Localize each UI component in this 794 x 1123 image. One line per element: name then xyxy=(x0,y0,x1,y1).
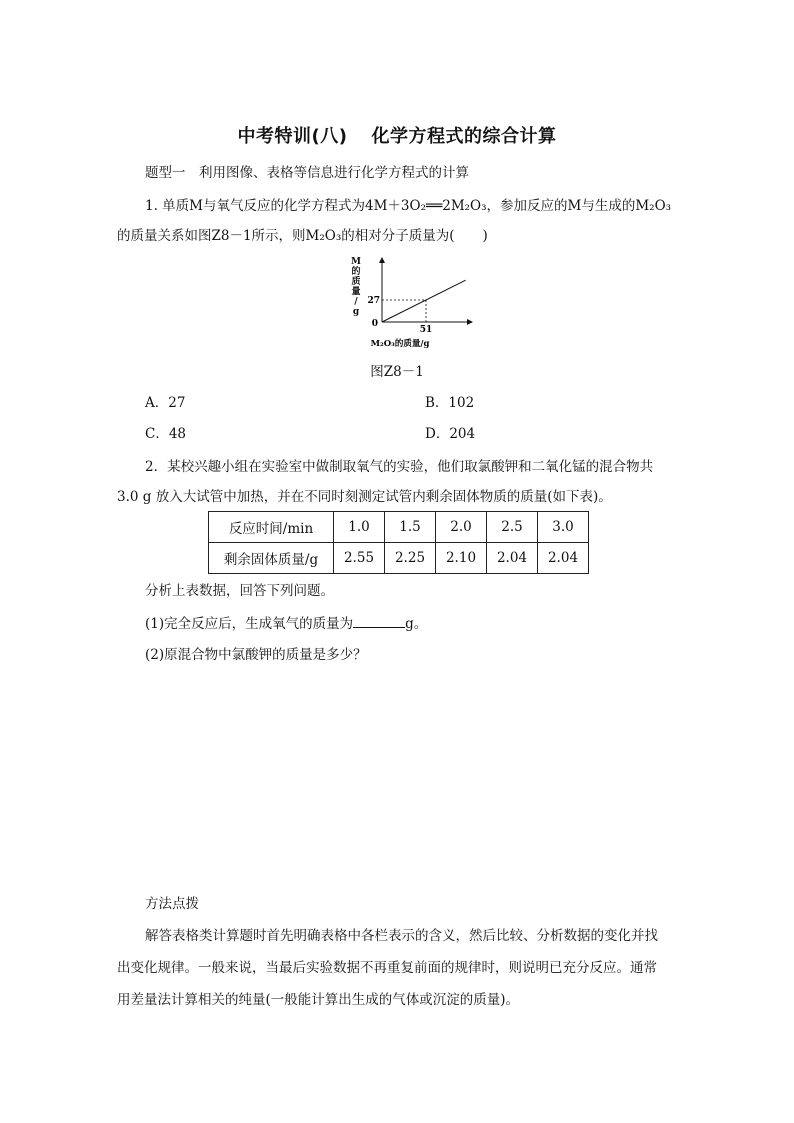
ylabel-char: M xyxy=(351,257,361,267)
q1-line2-end: ) xyxy=(482,228,488,244)
method-heading: 方法点拨 xyxy=(145,896,199,912)
q2-line1: 2．某校兴趣小组在实验室中做制取氧气的实验，他们取氯酸钾和二氧化锰的混合物共 xyxy=(145,459,654,475)
table-cell: 2.10 xyxy=(436,543,487,574)
method-line3: 用差量法计算相关的纯量(一般能计算出生成的气体或沉淀的质量)。 xyxy=(117,992,520,1008)
figure-caption: 图Z8－1 xyxy=(370,364,424,380)
q2-instruction: 分析上表数据，回答下列问题。 xyxy=(145,583,334,599)
table-cell: 2.0 xyxy=(436,512,487,543)
figure-z8-1 xyxy=(340,252,480,352)
chart-xlabel: M₂O₃的质量/g xyxy=(370,339,430,349)
table-cell: 2.25 xyxy=(385,543,436,574)
title-main: 中考特训(八) xyxy=(237,126,348,147)
method-line1: 解答表格类计算题时首先明确表格中各栏表示的含义，然后比较、分析数据的变化并找 xyxy=(145,928,658,944)
page-title xyxy=(0,122,794,148)
data-table xyxy=(208,511,589,574)
ylabel-char: 的 xyxy=(351,267,361,277)
table-cell: 2.04 xyxy=(538,543,589,574)
ylabel-char: 质 xyxy=(351,277,361,287)
method-line2: 出变化规律。一般来说，当最后实验数据不再重复前面的规律时，则说明已充分反应。通常 xyxy=(117,960,657,976)
table-cell: 2.5 xyxy=(487,512,538,543)
chart-ylabel xyxy=(351,257,361,317)
option-b[interactable]: B．102 xyxy=(425,395,475,411)
option-a[interactable]: A．27 xyxy=(145,395,186,411)
table-row xyxy=(209,543,589,574)
chart-series-line xyxy=(382,280,466,322)
section-heading: 题型一 利用图像、表格等信息进行化学方程式的计算 xyxy=(145,165,469,181)
ylabel-char: 量 xyxy=(351,287,361,297)
option-d[interactable]: D．204 xyxy=(425,426,476,442)
option-c[interactable]: C．48 xyxy=(145,426,187,442)
table-row-header: 反应时间/min xyxy=(209,512,334,543)
q2-sub1-end: g。 xyxy=(405,616,428,632)
table-cell: 2.55 xyxy=(334,543,385,574)
table-cell: 2.04 xyxy=(487,543,538,574)
q2-line2: 3.0 g 放入大试管中加热，并在不同时刻测定试管内剩余固体物质的质量(如下表)。 xyxy=(117,489,612,505)
q2-sub1 xyxy=(145,613,427,635)
q2-sub2: (2)原混合物中氯酸钾的质量是多少？ xyxy=(145,647,367,663)
answer-blank[interactable] xyxy=(353,614,405,628)
table-cell: 1.0 xyxy=(334,512,385,543)
chart-xtick-label: 51 xyxy=(419,325,433,335)
chart-origin-label: 0 xyxy=(371,319,378,329)
ylabel-char: g xyxy=(352,307,360,317)
chart-ytick-label: 27 xyxy=(367,296,380,306)
table-row-header: 剩余固体质量/g xyxy=(209,543,334,574)
title-sub: 化学方程式的综合计算 xyxy=(371,126,557,147)
q1-line2-text: 的质量关系如图Z8－1所示，则M₂O₃的相对分子质量为( xyxy=(117,228,455,244)
table-cell: 3.0 xyxy=(538,512,589,543)
table-cell: 1.5 xyxy=(385,512,436,543)
q1-line2 xyxy=(117,225,488,247)
ylabel-char: / xyxy=(354,297,358,307)
table-row xyxy=(209,512,589,543)
q2-sub1-start: (1)完全反应后，生成氧气的质量为 xyxy=(145,616,354,632)
q1-line1: 1. 单质M与氧气反应的化学方程式为4M＋3O₂══2M₂O₃，参加反应的M与生成的M₂O₃ xyxy=(145,198,672,214)
